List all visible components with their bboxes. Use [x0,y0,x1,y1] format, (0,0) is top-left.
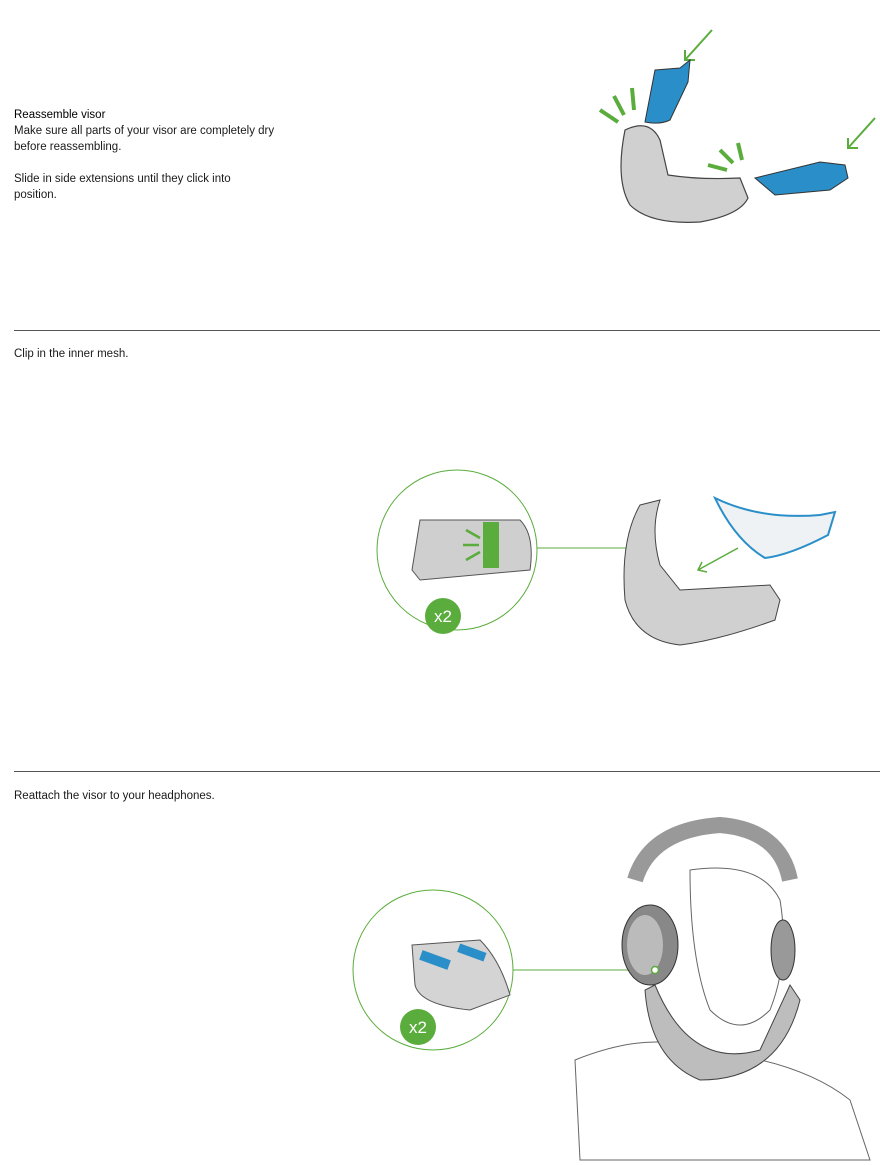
badge-text: x2 [409,1018,427,1037]
ear-cup-right [771,920,795,980]
attach-point-marker [652,967,659,974]
step-1-instruction-2: Slide in side extensions until they click into position. [14,173,231,201]
badge-text: x2 [434,607,452,626]
step-2-text: Clip in the inner mesh. [14,348,129,360]
step-1-title: Reassemble visor [14,109,106,121]
step-1-instruction: Make sure all parts of your visor are completely dry before reassembling. [14,125,275,153]
head-outline [690,868,783,1025]
step-3-text: Reattach the visor to your headphones. [14,790,215,802]
